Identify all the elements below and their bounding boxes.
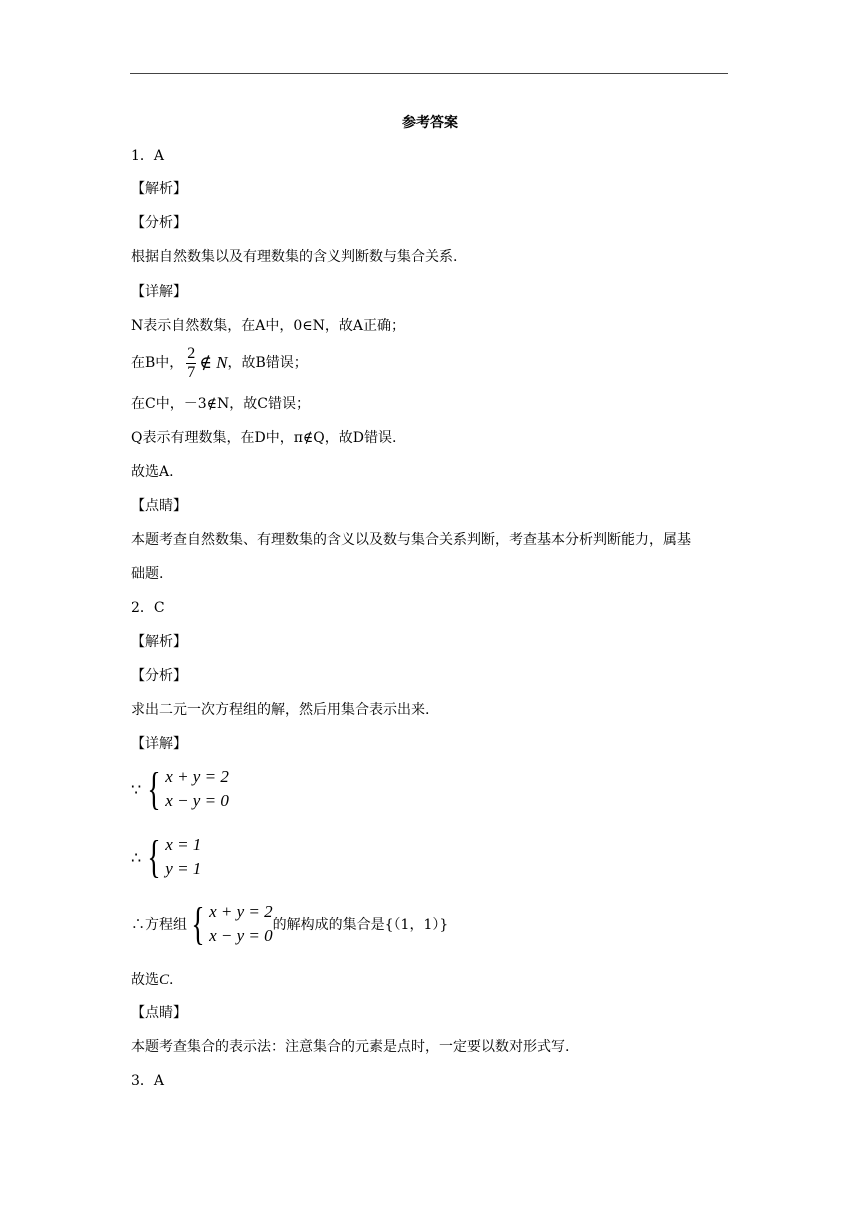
fraction-denominator: 7 [187, 363, 196, 381]
q1-conclusion: 故选A. [131, 464, 174, 480]
q1-line-b-math: ∉ N [199, 353, 228, 372]
q1-number: 1．A [131, 148, 165, 164]
q1-fenxi-heading: 【分析】 [131, 215, 187, 231]
header-rule [130, 73, 728, 74]
result-text: 的解构成的集合是{（1，1）} [272, 917, 449, 933]
q1-jiexi-heading: 【解析】 [131, 181, 187, 197]
q1-line-b-prefix: 在B中， [131, 355, 184, 371]
q1-line-b-suffix: ，故B错误； [227, 355, 308, 371]
q1-fenxi-text: 根据自然数集以及有理数集的含义判断数与集合关系. [131, 249, 458, 265]
equations [209, 900, 273, 948]
q1-line-d: Q表示有理数集，在D中，π∉Q，故D错误. [131, 430, 397, 446]
equation-2: x − y = 0 [165, 791, 229, 810]
q2-conclusion-letter: C [159, 972, 170, 988]
left-brace: { [191, 898, 205, 949]
q3-number: 3．A [131, 1073, 165, 1089]
equations [165, 833, 201, 881]
equation-2: y = 1 [165, 859, 202, 878]
because-symbol: ∵ [131, 779, 142, 799]
q1-line-b [131, 341, 308, 385]
page-title: 参考答案 [402, 115, 458, 131]
equation-system-solution [131, 833, 201, 881]
left-brace: { [147, 831, 161, 882]
q2-jiexi-heading: 【解析】 [131, 634, 187, 650]
equation-1: x + y = 2 [209, 902, 273, 921]
equations [165, 765, 229, 813]
equation-2: x − y = 0 [209, 926, 273, 945]
q2-xiangjie-heading: 【详解】 [131, 736, 187, 752]
q2-fenxi-text: 求出二元一次方程组的解，然后用集合表示出来. [131, 702, 430, 718]
q2-conclusion-suffix: . [169, 972, 174, 988]
therefore-symbol: ∴ [131, 847, 142, 867]
q2-conclusion [131, 971, 173, 989]
equation-system-result [131, 900, 448, 948]
left-brace: { [147, 763, 161, 814]
equation-1: x = 1 [165, 835, 202, 854]
fraction-numerator: 2 [187, 344, 196, 362]
fraction [186, 345, 196, 382]
q1-dianjing-text-2: 础题. [131, 566, 164, 582]
q1-dianjing-heading: 【点睛】 [131, 498, 187, 514]
q2-fenxi-heading: 【分析】 [131, 668, 187, 684]
q2-dianjing-text: 本题考查集合的表示法：注意集合的元素是点时，一定要以数对形式写. [131, 1039, 570, 1055]
q1-dianjing-text-1: 本题考查自然数集、有理数集的含义以及数与集合关系判断，考查基本分析判断能力，属基 [131, 532, 691, 548]
therefore-text: ∴方程组 [131, 917, 187, 933]
q2-number: 2．C [131, 600, 165, 616]
q1-line-c: 在C中，－3∉N，故C错误； [131, 396, 310, 412]
q2-dianjing-heading: 【点睛】 [131, 1005, 187, 1021]
equation-1: x + y = 2 [165, 767, 229, 786]
q1-line-a: N表示自然数集，在A中，0∈N，故A正确； [131, 318, 405, 334]
q1-xiangjie-heading: 【详解】 [131, 284, 187, 300]
equation-system-given [131, 765, 229, 813]
q2-conclusion-prefix: 故选 [131, 972, 159, 988]
